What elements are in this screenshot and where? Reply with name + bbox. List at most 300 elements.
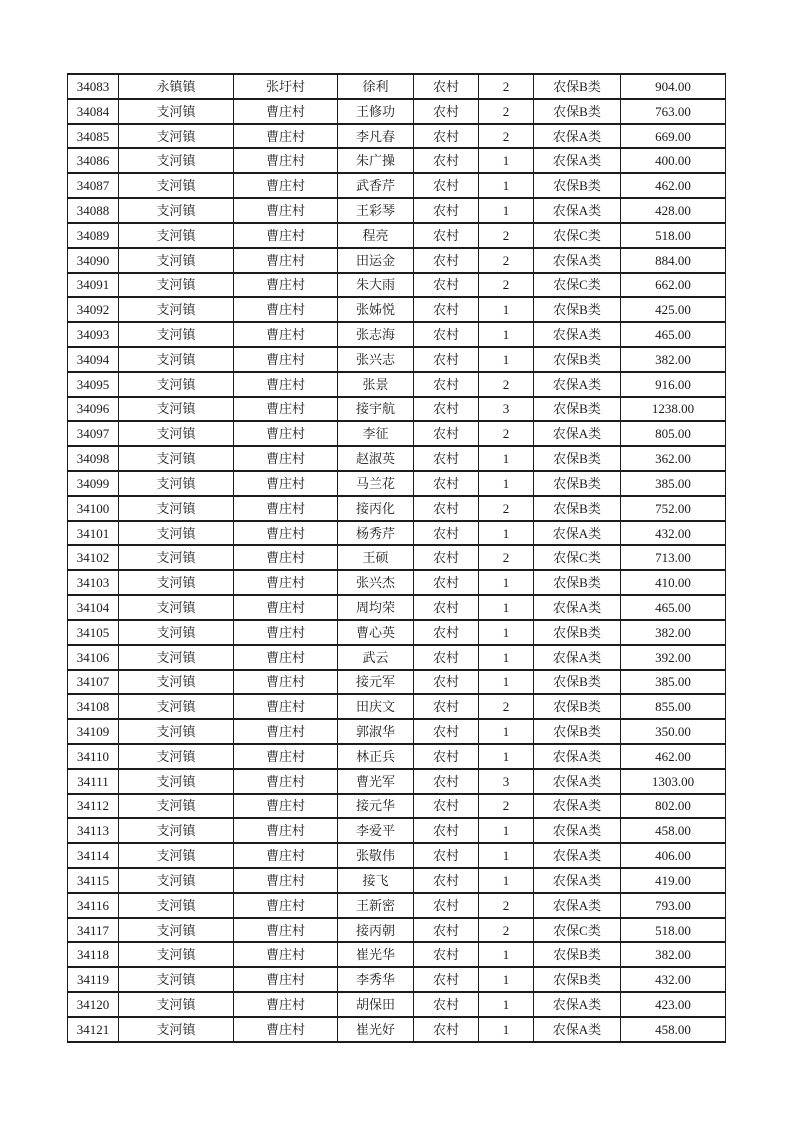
cell-name: 马兰花 <box>338 471 414 496</box>
cell-residence-type: 农村 <box>414 967 479 992</box>
cell-amount: 419.00 <box>621 868 726 893</box>
cell-town: 支河镇 <box>119 124 234 149</box>
cell-person-count: 2 <box>479 273 534 298</box>
cell-name: 王彩琴 <box>338 198 414 223</box>
cell-town: 支河镇 <box>119 297 234 322</box>
cell-residence-type: 农村 <box>414 570 479 595</box>
table-row <box>68 769 726 794</box>
cell-village: 曹庄村 <box>234 248 338 273</box>
cell-insurance-category: 农保B类 <box>534 694 621 719</box>
cell-serial-no: 34107 <box>68 670 119 695</box>
cell-amount: 713.00 <box>621 545 726 570</box>
cell-name: 王修功 <box>338 99 414 124</box>
cell-person-count: 1 <box>479 595 534 620</box>
cell-residence-type: 农村 <box>414 74 479 99</box>
table-row <box>68 223 726 248</box>
cell-amount: 428.00 <box>621 198 726 223</box>
cell-name: 接元华 <box>338 794 414 819</box>
cell-town: 支河镇 <box>119 545 234 570</box>
cell-village: 曹庄村 <box>234 570 338 595</box>
cell-insurance-category: 农保B类 <box>534 670 621 695</box>
cell-residence-type: 农村 <box>414 223 479 248</box>
cell-serial-no: 34105 <box>68 620 119 645</box>
cell-person-count: 2 <box>479 421 534 446</box>
cell-village: 曹庄村 <box>234 322 338 347</box>
cell-serial-no: 34093 <box>68 322 119 347</box>
cell-village: 曹庄村 <box>234 694 338 719</box>
cell-serial-no: 34086 <box>68 148 119 173</box>
cell-name: 接飞 <box>338 868 414 893</box>
cell-serial-no: 34097 <box>68 421 119 446</box>
cell-insurance-category: 农保B类 <box>534 297 621 322</box>
cell-residence-type: 农村 <box>414 421 479 446</box>
cell-serial-no: 34120 <box>68 992 119 1017</box>
table-row <box>68 297 726 322</box>
cell-amount: 884.00 <box>621 248 726 273</box>
cell-town: 支河镇 <box>119 992 234 1017</box>
cell-person-count: 1 <box>479 868 534 893</box>
table-row <box>68 496 726 521</box>
cell-serial-no: 34098 <box>68 446 119 471</box>
cell-residence-type: 农村 <box>414 694 479 719</box>
cell-residence-type: 农村 <box>414 992 479 1017</box>
cell-person-count: 1 <box>479 620 534 645</box>
cell-residence-type: 农村 <box>414 347 479 372</box>
cell-amount: 362.00 <box>621 446 726 471</box>
table-row <box>68 868 726 893</box>
table-row <box>68 794 726 819</box>
cell-name: 张志海 <box>338 322 414 347</box>
cell-town: 支河镇 <box>119 570 234 595</box>
cell-residence-type: 农村 <box>414 297 479 322</box>
cell-person-count: 2 <box>479 918 534 943</box>
cell-person-count: 2 <box>479 248 534 273</box>
cell-village: 曹庄村 <box>234 173 338 198</box>
cell-insurance-category: 农保B类 <box>534 173 621 198</box>
table-row <box>68 1017 726 1042</box>
table-row <box>68 620 726 645</box>
cell-name: 张兴杰 <box>338 570 414 595</box>
cell-town: 支河镇 <box>119 744 234 769</box>
cell-amount: 904.00 <box>621 74 726 99</box>
cell-town: 支河镇 <box>119 397 234 422</box>
cell-name: 徐利 <box>338 74 414 99</box>
cell-name: 崔光华 <box>338 942 414 967</box>
cell-insurance-category: 农保B类 <box>534 446 621 471</box>
table-row <box>68 471 726 496</box>
cell-insurance-category: 农保A类 <box>534 769 621 794</box>
cell-town: 支河镇 <box>119 670 234 695</box>
cell-town: 永镇镇 <box>119 74 234 99</box>
table-row <box>68 99 726 124</box>
cell-amount: 458.00 <box>621 1017 726 1042</box>
cell-residence-type: 农村 <box>414 744 479 769</box>
cell-person-count: 1 <box>479 446 534 471</box>
cell-village: 曹庄村 <box>234 992 338 1017</box>
cell-insurance-category: 农保A类 <box>534 148 621 173</box>
cell-serial-no: 34116 <box>68 893 119 918</box>
cell-serial-no: 34096 <box>68 397 119 422</box>
cell-residence-type: 农村 <box>414 545 479 570</box>
cell-amount: 802.00 <box>621 794 726 819</box>
cell-village: 曹庄村 <box>234 794 338 819</box>
cell-serial-no: 34113 <box>68 818 119 843</box>
cell-residence-type: 农村 <box>414 769 479 794</box>
cell-village: 曹庄村 <box>234 397 338 422</box>
cell-person-count: 1 <box>479 322 534 347</box>
cell-residence-type: 农村 <box>414 148 479 173</box>
table-row <box>68 893 726 918</box>
cell-person-count: 2 <box>479 893 534 918</box>
cell-name: 田运金 <box>338 248 414 273</box>
cell-amount: 518.00 <box>621 223 726 248</box>
cell-town: 支河镇 <box>119 496 234 521</box>
cell-amount: 662.00 <box>621 273 726 298</box>
table-row <box>68 918 726 943</box>
cell-amount: 432.00 <box>621 967 726 992</box>
cell-insurance-category: 农保B类 <box>534 496 621 521</box>
cell-insurance-category: 农保A类 <box>534 794 621 819</box>
cell-amount: 425.00 <box>621 297 726 322</box>
cell-amount: 385.00 <box>621 670 726 695</box>
cell-residence-type: 农村 <box>414 446 479 471</box>
cell-insurance-category: 农保A类 <box>534 124 621 149</box>
cell-town: 支河镇 <box>119 942 234 967</box>
cell-insurance-category: 农保A类 <box>534 893 621 918</box>
table-row <box>68 521 726 546</box>
cell-residence-type: 农村 <box>414 496 479 521</box>
cell-village: 曹庄村 <box>234 818 338 843</box>
cell-person-count: 1 <box>479 297 534 322</box>
cell-insurance-category: 农保A类 <box>534 198 621 223</box>
cell-town: 支河镇 <box>119 248 234 273</box>
cell-amount: 805.00 <box>621 421 726 446</box>
cell-person-count: 2 <box>479 496 534 521</box>
cell-amount: 1303.00 <box>621 769 726 794</box>
cell-amount: 752.00 <box>621 496 726 521</box>
table-row <box>68 992 726 1017</box>
cell-residence-type: 农村 <box>414 198 479 223</box>
cell-insurance-category: 农保A类 <box>534 645 621 670</box>
cell-village: 曹庄村 <box>234 893 338 918</box>
table-row <box>68 173 726 198</box>
table-row <box>68 570 726 595</box>
table-row <box>68 421 726 446</box>
cell-person-count: 3 <box>479 769 534 794</box>
cell-insurance-category: 农保B类 <box>534 99 621 124</box>
cell-town: 支河镇 <box>119 818 234 843</box>
cell-person-count: 1 <box>479 347 534 372</box>
cell-serial-no: 34085 <box>68 124 119 149</box>
cell-name: 田庆文 <box>338 694 414 719</box>
cell-amount: 916.00 <box>621 372 726 397</box>
cell-name: 张敬伟 <box>338 843 414 868</box>
cell-serial-no: 34092 <box>68 297 119 322</box>
cell-person-count: 3 <box>479 397 534 422</box>
cell-town: 支河镇 <box>119 521 234 546</box>
cell-town: 支河镇 <box>119 794 234 819</box>
cell-insurance-category: 农保B类 <box>534 74 621 99</box>
cell-village: 曹庄村 <box>234 595 338 620</box>
cell-town: 支河镇 <box>119 198 234 223</box>
cell-serial-no: 34099 <box>68 471 119 496</box>
table-row <box>68 347 726 372</box>
cell-name: 李征 <box>338 421 414 446</box>
cell-serial-no: 34088 <box>68 198 119 223</box>
cell-village: 曹庄村 <box>234 719 338 744</box>
table-row <box>68 545 726 570</box>
cell-residence-type: 农村 <box>414 173 479 198</box>
cell-person-count: 1 <box>479 471 534 496</box>
cell-amount: 518.00 <box>621 918 726 943</box>
table-row <box>68 74 726 99</box>
table-row <box>68 967 726 992</box>
cell-town: 支河镇 <box>119 843 234 868</box>
cell-amount: 458.00 <box>621 818 726 843</box>
cell-town: 支河镇 <box>119 273 234 298</box>
cell-amount: 855.00 <box>621 694 726 719</box>
cell-village: 曹庄村 <box>234 273 338 298</box>
cell-person-count: 1 <box>479 992 534 1017</box>
table-row <box>68 273 726 298</box>
cell-person-count: 1 <box>479 670 534 695</box>
cell-insurance-category: 农保A类 <box>534 818 621 843</box>
cell-amount: 350.00 <box>621 719 726 744</box>
cell-amount: 669.00 <box>621 124 726 149</box>
cell-amount: 382.00 <box>621 347 726 372</box>
cell-town: 支河镇 <box>119 918 234 943</box>
cell-person-count: 1 <box>479 521 534 546</box>
cell-amount: 406.00 <box>621 843 726 868</box>
cell-name: 周均荣 <box>338 595 414 620</box>
table-row <box>68 198 726 223</box>
cell-insurance-category: 农保A类 <box>534 1017 621 1042</box>
cell-person-count: 1 <box>479 719 534 744</box>
cell-person-count: 2 <box>479 545 534 570</box>
cell-residence-type: 农村 <box>414 471 479 496</box>
cell-insurance-category: 农保A类 <box>534 248 621 273</box>
cell-name: 接元军 <box>338 670 414 695</box>
cell-serial-no: 34119 <box>68 967 119 992</box>
cell-village: 曹庄村 <box>234 372 338 397</box>
cell-town: 支河镇 <box>119 148 234 173</box>
cell-amount: 382.00 <box>621 620 726 645</box>
cell-town: 支河镇 <box>119 421 234 446</box>
cell-serial-no: 34103 <box>68 570 119 595</box>
cell-amount: 385.00 <box>621 471 726 496</box>
table-row <box>68 818 726 843</box>
cell-name: 张兴志 <box>338 347 414 372</box>
cell-village: 曹庄村 <box>234 918 338 943</box>
cell-serial-no: 34094 <box>68 347 119 372</box>
cell-serial-no: 34084 <box>68 99 119 124</box>
cell-village: 曹庄村 <box>234 496 338 521</box>
cell-town: 支河镇 <box>119 347 234 372</box>
table-row <box>68 595 726 620</box>
cell-name: 李爱平 <box>338 818 414 843</box>
cell-serial-no: 34104 <box>68 595 119 620</box>
cell-amount: 763.00 <box>621 99 726 124</box>
cell-town: 支河镇 <box>119 893 234 918</box>
cell-residence-type: 农村 <box>414 521 479 546</box>
cell-residence-type: 农村 <box>414 595 479 620</box>
cell-insurance-category: 农保C类 <box>534 545 621 570</box>
cell-town: 支河镇 <box>119 446 234 471</box>
cell-village: 曹庄村 <box>234 670 338 695</box>
cell-serial-no: 34118 <box>68 942 119 967</box>
cell-residence-type: 农村 <box>414 868 479 893</box>
cell-name: 曹光军 <box>338 769 414 794</box>
cell-residence-type: 农村 <box>414 918 479 943</box>
cell-serial-no: 34095 <box>68 372 119 397</box>
cell-town: 支河镇 <box>119 322 234 347</box>
cell-insurance-category: 农保B类 <box>534 397 621 422</box>
table-row <box>68 248 726 273</box>
cell-residence-type: 农村 <box>414 818 479 843</box>
cell-name: 程亮 <box>338 223 414 248</box>
cell-town: 支河镇 <box>119 769 234 794</box>
cell-village: 曹庄村 <box>234 148 338 173</box>
cell-insurance-category: 农保A类 <box>534 868 621 893</box>
cell-name: 武香芹 <box>338 173 414 198</box>
cell-residence-type: 农村 <box>414 893 479 918</box>
cell-insurance-category: 农保B类 <box>534 471 621 496</box>
records-table <box>67 73 726 1043</box>
cell-amount: 465.00 <box>621 322 726 347</box>
cell-town: 支河镇 <box>119 719 234 744</box>
cell-person-count: 1 <box>479 198 534 223</box>
cell-name: 张姊悦 <box>338 297 414 322</box>
cell-serial-no: 34083 <box>68 74 119 99</box>
cell-residence-type: 农村 <box>414 273 479 298</box>
cell-amount: 423.00 <box>621 992 726 1017</box>
cell-village: 曹庄村 <box>234 347 338 372</box>
cell-person-count: 1 <box>479 818 534 843</box>
cell-village: 曹庄村 <box>234 99 338 124</box>
cell-person-count: 1 <box>479 645 534 670</box>
cell-name: 胡保田 <box>338 992 414 1017</box>
cell-amount: 462.00 <box>621 173 726 198</box>
cell-insurance-category: 农保A类 <box>534 744 621 769</box>
cell-name: 崔光好 <box>338 1017 414 1042</box>
table-row <box>68 372 726 397</box>
cell-village: 曹庄村 <box>234 868 338 893</box>
cell-town: 支河镇 <box>119 620 234 645</box>
cell-village: 曹庄村 <box>234 297 338 322</box>
cell-town: 支河镇 <box>119 694 234 719</box>
cell-residence-type: 农村 <box>414 942 479 967</box>
cell-name: 接宇航 <box>338 397 414 422</box>
cell-village: 曹庄村 <box>234 545 338 570</box>
cell-serial-no: 34100 <box>68 496 119 521</box>
table-row <box>68 843 726 868</box>
cell-residence-type: 农村 <box>414 322 479 347</box>
cell-residence-type: 农村 <box>414 248 479 273</box>
cell-amount: 410.00 <box>621 570 726 595</box>
cell-person-count: 1 <box>479 173 534 198</box>
table-row <box>68 322 726 347</box>
table-row <box>68 148 726 173</box>
cell-insurance-category: 农保A类 <box>534 992 621 1017</box>
cell-serial-no: 34091 <box>68 273 119 298</box>
cell-name: 朱广操 <box>338 148 414 173</box>
cell-insurance-category: 农保A类 <box>534 421 621 446</box>
cell-residence-type: 农村 <box>414 99 479 124</box>
cell-residence-type: 农村 <box>414 397 479 422</box>
cell-insurance-category: 农保C类 <box>534 223 621 248</box>
cell-amount: 392.00 <box>621 645 726 670</box>
cell-village: 曹庄村 <box>234 421 338 446</box>
cell-person-count: 1 <box>479 967 534 992</box>
cell-insurance-category: 农保A类 <box>534 595 621 620</box>
table-row <box>68 124 726 149</box>
cell-town: 支河镇 <box>119 173 234 198</box>
cell-name: 赵淑英 <box>338 446 414 471</box>
cell-amount: 432.00 <box>621 521 726 546</box>
cell-village: 曹庄村 <box>234 521 338 546</box>
cell-village: 曹庄村 <box>234 1017 338 1042</box>
table-row <box>68 744 726 769</box>
cell-town: 支河镇 <box>119 223 234 248</box>
cell-serial-no: 34087 <box>68 173 119 198</box>
cell-serial-no: 34090 <box>68 248 119 273</box>
cell-town: 支河镇 <box>119 99 234 124</box>
cell-person-count: 1 <box>479 843 534 868</box>
cell-person-count: 2 <box>479 794 534 819</box>
cell-serial-no: 34111 <box>68 769 119 794</box>
cell-town: 支河镇 <box>119 967 234 992</box>
cell-person-count: 1 <box>479 148 534 173</box>
cell-residence-type: 农村 <box>414 843 479 868</box>
cell-name: 李秀华 <box>338 967 414 992</box>
cell-residence-type: 农村 <box>414 620 479 645</box>
cell-serial-no: 34114 <box>68 843 119 868</box>
cell-serial-no: 34115 <box>68 868 119 893</box>
cell-insurance-category: 农保A类 <box>534 322 621 347</box>
cell-residence-type: 农村 <box>414 124 479 149</box>
cell-serial-no: 34121 <box>68 1017 119 1042</box>
table-row <box>68 670 726 695</box>
cell-name: 林正兵 <box>338 744 414 769</box>
cell-person-count: 2 <box>479 74 534 99</box>
cell-insurance-category: 农保B类 <box>534 967 621 992</box>
table-row <box>68 942 726 967</box>
cell-residence-type: 农村 <box>414 645 479 670</box>
cell-town: 支河镇 <box>119 868 234 893</box>
cell-residence-type: 农村 <box>414 1017 479 1042</box>
cell-person-count: 1 <box>479 1017 534 1042</box>
cell-person-count: 2 <box>479 124 534 149</box>
cell-village: 曹庄村 <box>234 198 338 223</box>
cell-serial-no: 34108 <box>68 694 119 719</box>
cell-person-count: 2 <box>479 694 534 719</box>
cell-residence-type: 农村 <box>414 794 479 819</box>
cell-name: 李凡春 <box>338 124 414 149</box>
cell-person-count: 1 <box>479 744 534 769</box>
cell-name: 王新密 <box>338 893 414 918</box>
cell-person-count: 1 <box>479 570 534 595</box>
cell-village: 张圩村 <box>234 74 338 99</box>
table-row <box>68 397 726 422</box>
cell-amount: 462.00 <box>621 744 726 769</box>
cell-name: 曹心英 <box>338 620 414 645</box>
cell-insurance-category: 农保B类 <box>534 620 621 645</box>
cell-village: 曹庄村 <box>234 645 338 670</box>
cell-serial-no: 34089 <box>68 223 119 248</box>
cell-name: 张景 <box>338 372 414 397</box>
cell-serial-no: 34106 <box>68 645 119 670</box>
cell-serial-no: 34112 <box>68 794 119 819</box>
